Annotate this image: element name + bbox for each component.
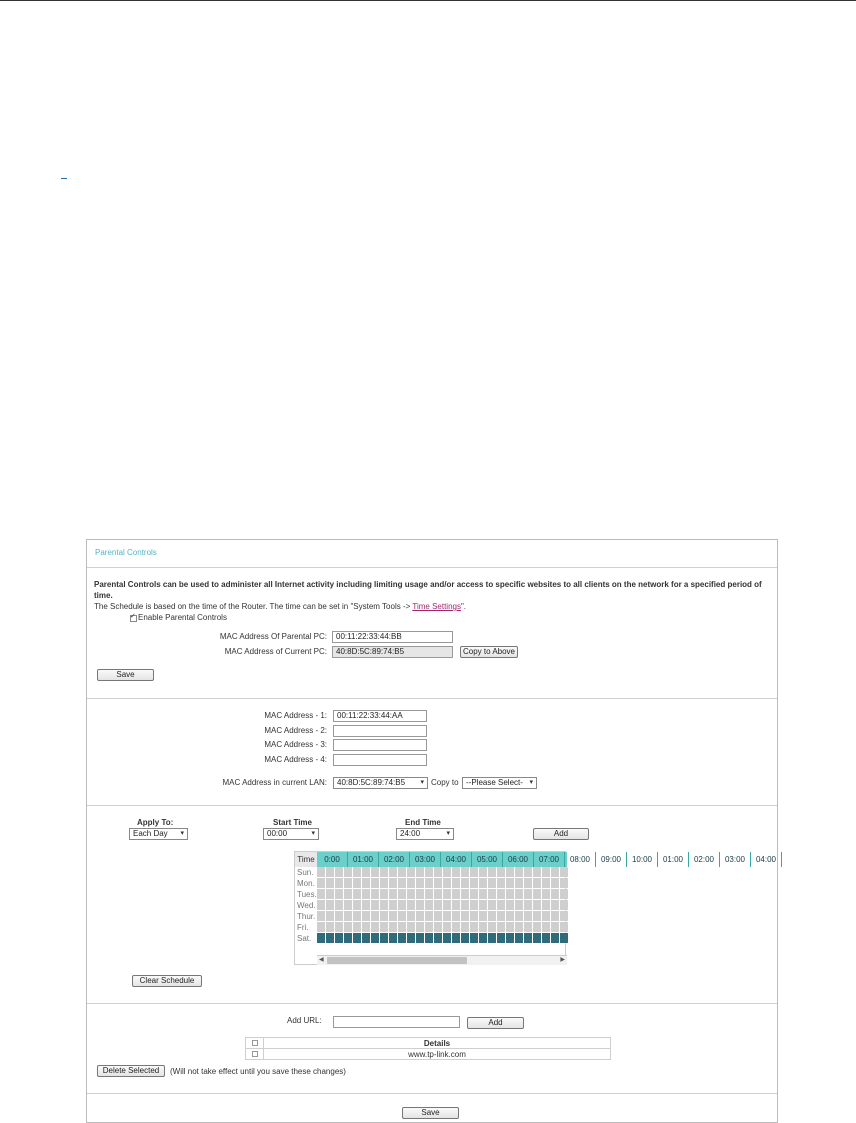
description [94, 579, 774, 612]
schedule-cell[interactable] [425, 900, 433, 910]
schedule-cell[interactable] [560, 878, 568, 888]
schedule-cell[interactable] [515, 911, 523, 921]
schedule-cell[interactable] [434, 933, 442, 943]
grid-scrollbar[interactable] [317, 955, 567, 965]
schedule-cell[interactable] [506, 878, 514, 888]
scroll-left-icon[interactable]: ◀ [319, 957, 324, 963]
schedule-cell[interactable] [524, 900, 532, 910]
schedule-cell[interactable] [416, 911, 424, 921]
schedule-cell[interactable] [461, 867, 469, 877]
url-row-checkbox[interactable] [252, 1051, 258, 1057]
hour-label: 03:00 [410, 852, 441, 867]
schedule-cell[interactable] [353, 900, 361, 910]
schedule-cell[interactable] [416, 933, 424, 943]
schedule-cell[interactable] [542, 922, 550, 932]
apply-to-label: Apply To: [137, 818, 174, 827]
schedule-cell[interactable] [488, 878, 496, 888]
schedule-cell[interactable] [479, 900, 487, 910]
schedule-cell[interactable] [452, 867, 460, 877]
schedule-cell[interactable] [560, 867, 568, 877]
schedule-cell[interactable] [380, 900, 388, 910]
hour-label: 01:00 [658, 852, 689, 867]
schedule-add-button[interactable]: Add [533, 828, 589, 840]
schedule-cell[interactable] [551, 911, 559, 921]
schedule-cell[interactable] [353, 878, 361, 888]
hour-label: 06:00 [503, 852, 534, 867]
schedule-day-row [317, 900, 567, 911]
schedule-cell[interactable] [353, 867, 361, 877]
schedule-cell[interactable] [389, 911, 397, 921]
add-url-button[interactable]: Add [467, 1017, 524, 1029]
schedule-cell[interactable] [452, 900, 460, 910]
schedule-cell[interactable] [398, 867, 406, 877]
schedule-cell[interactable] [452, 922, 460, 932]
schedule-cell[interactable] [515, 867, 523, 877]
schedule-cell[interactable] [335, 889, 343, 899]
schedule-cell[interactable] [560, 889, 568, 899]
hour-label: 07:00 [534, 852, 565, 867]
schedule-cell[interactable] [434, 867, 442, 877]
child-mac-2-label: MAC Address - 2: [264, 726, 327, 735]
description-text: The Schedule is based on the time of the Router. The time can be set in "System Tools -> [94, 602, 413, 611]
schedule-cell[interactable] [416, 889, 424, 899]
schedule-cell[interactable] [497, 878, 505, 888]
schedule-cell[interactable] [371, 889, 379, 899]
select-all-cell[interactable] [246, 1038, 264, 1049]
schedule-cell[interactable] [488, 900, 496, 910]
schedule-day-row [317, 922, 567, 933]
schedule-cell[interactable] [461, 933, 469, 943]
apply-to-select[interactable]: Each Day ▾ [129, 828, 188, 840]
child-mac-1-label: MAC Address - 1: [264, 711, 327, 720]
schedule-cell[interactable] [452, 878, 460, 888]
schedule-cell[interactable] [335, 867, 343, 877]
schedule-cell[interactable] [488, 867, 496, 877]
schedule-cell[interactable] [344, 900, 352, 910]
underline-mark [61, 173, 67, 179]
schedule-cell[interactable] [425, 911, 433, 921]
schedule-cell[interactable] [407, 922, 415, 932]
schedule-cell[interactable] [335, 933, 343, 943]
hour-label: 04:00 [751, 852, 782, 867]
schedule-cell[interactable] [353, 911, 361, 921]
current-pc-mac-label: MAC Address of Current PC: [224, 647, 327, 656]
day-label: Mon. [297, 879, 315, 888]
schedule-cell[interactable] [524, 878, 532, 888]
add-url-label: Add URL: [287, 1016, 322, 1025]
schedule-cell[interactable] [371, 922, 379, 932]
schedule-cell[interactable] [560, 933, 568, 943]
schedule-cell[interactable] [380, 867, 388, 877]
schedule-cell[interactable] [533, 900, 541, 910]
schedule-cell[interactable] [326, 889, 334, 899]
schedule-cell[interactable] [542, 911, 550, 921]
schedule-cell[interactable] [551, 878, 559, 888]
schedule-cell[interactable] [551, 933, 559, 943]
schedule-cell[interactable] [524, 922, 532, 932]
schedule-cell[interactable] [398, 933, 406, 943]
schedule-cell[interactable] [434, 878, 442, 888]
schedule-cell[interactable] [434, 911, 442, 921]
schedule-cell[interactable] [317, 889, 325, 899]
schedule-cell[interactable] [533, 922, 541, 932]
schedule-cell[interactable] [461, 889, 469, 899]
enable-parental-controls-checkbox[interactable] [130, 615, 137, 622]
schedule-cell[interactable] [389, 867, 397, 877]
schedule-cell[interactable] [335, 878, 343, 888]
day-label: Tues. [297, 890, 317, 899]
schedule-day-row [317, 911, 567, 922]
schedule-cell[interactable] [515, 900, 523, 910]
schedule-cell[interactable] [524, 889, 532, 899]
schedule-cell[interactable] [533, 911, 541, 921]
start-time-select[interactable]: 00:00 ▾ [263, 828, 319, 840]
hour-label: 09:00 [596, 852, 627, 867]
hour-label: 01:00 [348, 852, 379, 867]
section-divider-1 [87, 698, 777, 699]
schedule-cell[interactable] [488, 889, 496, 899]
schedule-cell[interactable] [407, 867, 415, 877]
schedule-cell[interactable] [398, 911, 406, 921]
schedule-cell[interactable] [362, 889, 370, 899]
schedule-cell[interactable] [398, 900, 406, 910]
schedule-cell[interactable] [362, 922, 370, 932]
schedule-cell[interactable] [542, 889, 550, 899]
schedule-cell[interactable] [416, 900, 424, 910]
hour-label: 05:00 [472, 852, 503, 867]
schedule-cell[interactable] [506, 867, 514, 877]
schedule-cell[interactable] [362, 911, 370, 921]
schedule-cell[interactable] [317, 922, 325, 932]
schedule-cell[interactable] [497, 922, 505, 932]
lan-mac-select[interactable]: 40:8D:5C:89:74:B5 ▾ [333, 777, 428, 789]
schedule-cell[interactable] [425, 878, 433, 888]
schedule-cell[interactable] [362, 878, 370, 888]
schedule-cell[interactable] [416, 867, 424, 877]
hour-label: 10:00 [627, 852, 658, 867]
schedule-cell[interactable] [461, 878, 469, 888]
save-top-button[interactable]: Save [97, 669, 154, 681]
schedule-cell[interactable] [326, 911, 334, 921]
page-top-rule [0, 0, 856, 1]
schedule-cell[interactable] [524, 867, 532, 877]
schedule-cell[interactable] [371, 933, 379, 943]
schedule-cell[interactable] [461, 911, 469, 921]
schedule-cell[interactable] [479, 911, 487, 921]
day-label: Fri. [297, 923, 309, 932]
schedule-cell[interactable] [443, 911, 451, 921]
hour-label: 02:00 [379, 852, 410, 867]
schedule-cell[interactable] [533, 878, 541, 888]
schedule-cell[interactable] [407, 900, 415, 910]
schedule-cell[interactable] [362, 900, 370, 910]
schedule-cell[interactable] [371, 878, 379, 888]
schedule-cell[interactable] [353, 933, 361, 943]
schedule-cell[interactable] [506, 911, 514, 921]
schedule-cell[interactable] [470, 867, 478, 877]
schedule-cell[interactable] [398, 922, 406, 932]
schedule-cell[interactable] [380, 878, 388, 888]
schedule-cell[interactable] [326, 933, 334, 943]
schedule-cell[interactable] [443, 922, 451, 932]
schedule-cell[interactable] [470, 922, 478, 932]
schedule-cell[interactable] [425, 933, 433, 943]
schedule-cell[interactable] [362, 867, 370, 877]
schedule-cell[interactable] [515, 933, 523, 943]
schedule-cell[interactable] [506, 933, 514, 943]
schedule-cell[interactable] [551, 867, 559, 877]
parental-controls-panel [86, 539, 778, 1123]
schedule-cell[interactable] [506, 900, 514, 910]
schedule-cell[interactable] [380, 933, 388, 943]
schedule-cell[interactable] [407, 889, 415, 899]
day-label: Sat. [297, 934, 312, 943]
schedule-cell[interactable] [344, 933, 352, 943]
schedule-cell[interactable] [560, 900, 568, 910]
delete-selected-button[interactable]: Delete Selected [97, 1065, 165, 1077]
schedule-cell[interactable] [542, 878, 550, 888]
schedule-cell[interactable] [407, 878, 415, 888]
schedule-day-row [317, 889, 567, 900]
schedule-cell[interactable] [506, 889, 514, 899]
schedule-cell[interactable] [335, 922, 343, 932]
schedule-cell[interactable] [524, 933, 532, 943]
schedule-cell[interactable] [434, 889, 442, 899]
schedule-cell[interactable] [560, 922, 568, 932]
schedule-cell[interactable] [326, 922, 334, 932]
hour-label: 04:00 [441, 852, 472, 867]
day-label: Wed. [297, 901, 316, 910]
hour-label: 03:00 [720, 852, 751, 867]
schedule-cell[interactable] [317, 900, 325, 910]
schedule-day-row [317, 878, 567, 889]
schedule-cell[interactable] [443, 878, 451, 888]
schedule-cell[interactable] [317, 933, 325, 943]
day-label: Sun. [297, 868, 314, 877]
schedule-cell[interactable] [542, 867, 550, 877]
schedule-cell[interactable] [407, 933, 415, 943]
copy-to-label: Copy to [431, 778, 459, 787]
schedule-cell[interactable] [425, 922, 433, 932]
url-row [246, 1049, 611, 1060]
description-suffix: ". [460, 602, 467, 611]
schedule-cell[interactable] [470, 911, 478, 921]
schedule-cell[interactable] [461, 922, 469, 932]
schedule-cell[interactable] [452, 911, 460, 921]
schedule-cell[interactable] [389, 878, 397, 888]
schedule-cell[interactable] [344, 889, 352, 899]
schedule-cell[interactable] [425, 889, 433, 899]
url-table-header [246, 1038, 611, 1049]
schedule-cell[interactable] [380, 922, 388, 932]
schedule-cell[interactable] [443, 933, 451, 943]
schedule-cell[interactable] [533, 867, 541, 877]
schedule-cell[interactable] [443, 889, 451, 899]
clear-schedule-button[interactable]: Clear Schedule [132, 975, 202, 987]
schedule-day-row [317, 933, 567, 944]
schedule-cell[interactable] [353, 922, 361, 932]
schedule-cell[interactable] [317, 878, 325, 888]
delete-note: (Will not take effect until you save these changes) [170, 1067, 346, 1076]
child-mac-3-input[interactable] [333, 739, 427, 751]
schedule-cell[interactable] [344, 878, 352, 888]
hour-label: 0:00 [317, 852, 348, 867]
schedule-cell[interactable] [344, 911, 352, 921]
schedule-cell[interactable] [488, 922, 496, 932]
schedule-cell[interactable] [470, 900, 478, 910]
schedule-cell[interactable] [551, 922, 559, 932]
schedule-cell[interactable] [443, 867, 451, 877]
time-header-label: Time [295, 852, 317, 867]
parental-pc-mac-label: MAC Address Of Parental PC: [219, 632, 327, 641]
url-table [245, 1037, 611, 1060]
schedule-cell[interactable] [335, 911, 343, 921]
end-time-label: End Time [405, 818, 441, 827]
schedule-cell[interactable] [497, 867, 505, 877]
schedule-cell[interactable] [479, 889, 487, 899]
day-labels [295, 867, 317, 944]
save-bottom-button[interactable]: Save [402, 1107, 459, 1119]
schedule-cell[interactable] [551, 900, 559, 910]
schedule-cell[interactable] [398, 878, 406, 888]
parental-pc-mac-input[interactable]: 00:11:22:33:44:BB [332, 631, 453, 643]
schedule-cell[interactable] [461, 900, 469, 910]
child-mac-4-input[interactable] [333, 754, 427, 766]
schedule-day-row [317, 867, 567, 878]
add-url-input[interactable] [333, 1016, 460, 1028]
schedule-cell[interactable] [470, 878, 478, 888]
schedule-cell[interactable] [497, 900, 505, 910]
schedule-cells[interactable] [317, 867, 567, 955]
details-header: Details [264, 1038, 611, 1049]
section-divider-2 [87, 805, 777, 806]
schedule-cell[interactable] [488, 911, 496, 921]
schedule-cell[interactable] [317, 911, 325, 921]
section-divider-4 [87, 1093, 777, 1094]
schedule-cell[interactable] [389, 922, 397, 932]
schedule-cell[interactable] [533, 933, 541, 943]
url-entry: www.tp-link.com [264, 1049, 611, 1060]
schedule-cell[interactable] [380, 889, 388, 899]
schedule-cell[interactable] [416, 878, 424, 888]
schedule-cell[interactable] [479, 922, 487, 932]
schedule-cell[interactable] [335, 900, 343, 910]
schedule-cell[interactable] [560, 911, 568, 921]
copy-to-select[interactable]: --Please Select- ▾ [462, 777, 537, 789]
schedule-cell[interactable] [479, 867, 487, 877]
schedule-cell[interactable] [326, 878, 334, 888]
child-mac-1-input[interactable]: 00:11:22:33:44:AA [333, 710, 427, 722]
schedule-cell[interactable] [344, 922, 352, 932]
schedule-cell[interactable] [389, 933, 397, 943]
description-line-2 [94, 601, 774, 612]
schedule-cell[interactable] [470, 933, 478, 943]
start-time-label: Start Time [273, 818, 312, 827]
schedule-cell[interactable] [515, 889, 523, 899]
schedule-cell[interactable] [353, 889, 361, 899]
url-row-checkbox-cell[interactable] [246, 1049, 264, 1060]
schedule-cell[interactable] [479, 878, 487, 888]
schedule-cell[interactable] [371, 911, 379, 921]
schedule-cell[interactable] [344, 867, 352, 877]
schedule-cell[interactable] [371, 900, 379, 910]
schedule-cell[interactable] [497, 911, 505, 921]
schedule-cell[interactable] [470, 889, 478, 899]
section-divider-3 [87, 1003, 777, 1004]
time-settings-link[interactable]: Time Settings [412, 602, 461, 611]
schedule-cell[interactable] [452, 933, 460, 943]
title-divider [87, 567, 777, 568]
schedule-cell[interactable] [488, 933, 496, 943]
panel-title: Parental Controls [95, 548, 157, 557]
schedule-cell[interactable] [407, 911, 415, 921]
scroll-thumb[interactable] [327, 957, 467, 964]
schedule-cell[interactable] [416, 922, 424, 932]
schedule-cell[interactable] [452, 889, 460, 899]
schedule-cell[interactable] [515, 878, 523, 888]
schedule-grid[interactable] [294, 851, 777, 965]
enable-parental-controls-label: Enable Parental Controls [138, 613, 227, 622]
current-pc-mac-input: 40:8D:5C:89:74:B5 [332, 646, 453, 658]
child-mac-4-label: MAC Address - 4: [264, 755, 327, 764]
schedule-cell[interactable] [542, 900, 550, 910]
schedule-cell[interactable] [506, 922, 514, 932]
schedule-cell[interactable] [551, 889, 559, 899]
select-all-checkbox[interactable] [252, 1040, 258, 1046]
schedule-cell[interactable] [524, 911, 532, 921]
hour-label: 02:00 [689, 852, 720, 867]
schedule-cell[interactable] [479, 933, 487, 943]
child-mac-2-input[interactable] [333, 725, 427, 737]
schedule-cell[interactable] [497, 889, 505, 899]
child-mac-3-label: MAC Address - 3: [264, 740, 327, 749]
description-line-1: Parental Controls can be used to administer all Internet activity including limiting usage and/or access to specific websites to all clients on the network for a specified period of time. [94, 580, 762, 600]
schedule-cell[interactable] [434, 900, 442, 910]
schedule-cell[interactable] [398, 889, 406, 899]
schedule-cell[interactable] [542, 933, 550, 943]
copy-to-above-button[interactable]: Copy to Above [460, 646, 518, 658]
schedule-cell[interactable] [425, 867, 433, 877]
scroll-right-icon[interactable]: ▶ [560, 957, 565, 963]
schedule-cell[interactable] [362, 933, 370, 943]
schedule-cell[interactable] [326, 867, 334, 877]
schedule-cell[interactable] [389, 900, 397, 910]
schedule-cell[interactable] [380, 911, 388, 921]
schedule-cell[interactable] [371, 867, 379, 877]
end-time-select[interactable]: 24:00 ▾ [396, 828, 454, 840]
schedule-cell[interactable] [533, 889, 541, 899]
schedule-cell[interactable] [443, 900, 451, 910]
schedule-cell[interactable] [317, 867, 325, 877]
schedule-cell[interactable] [389, 889, 397, 899]
lan-mac-label: MAC Address in current LAN: [222, 778, 327, 787]
day-label: Thur. [297, 912, 316, 921]
hour-label: 08:00 [565, 852, 596, 867]
hour-header-row [317, 852, 777, 867]
schedule-cell[interactable] [515, 922, 523, 932]
schedule-cell[interactable] [326, 900, 334, 910]
schedule-cell[interactable] [434, 922, 442, 932]
schedule-cell[interactable] [497, 933, 505, 943]
